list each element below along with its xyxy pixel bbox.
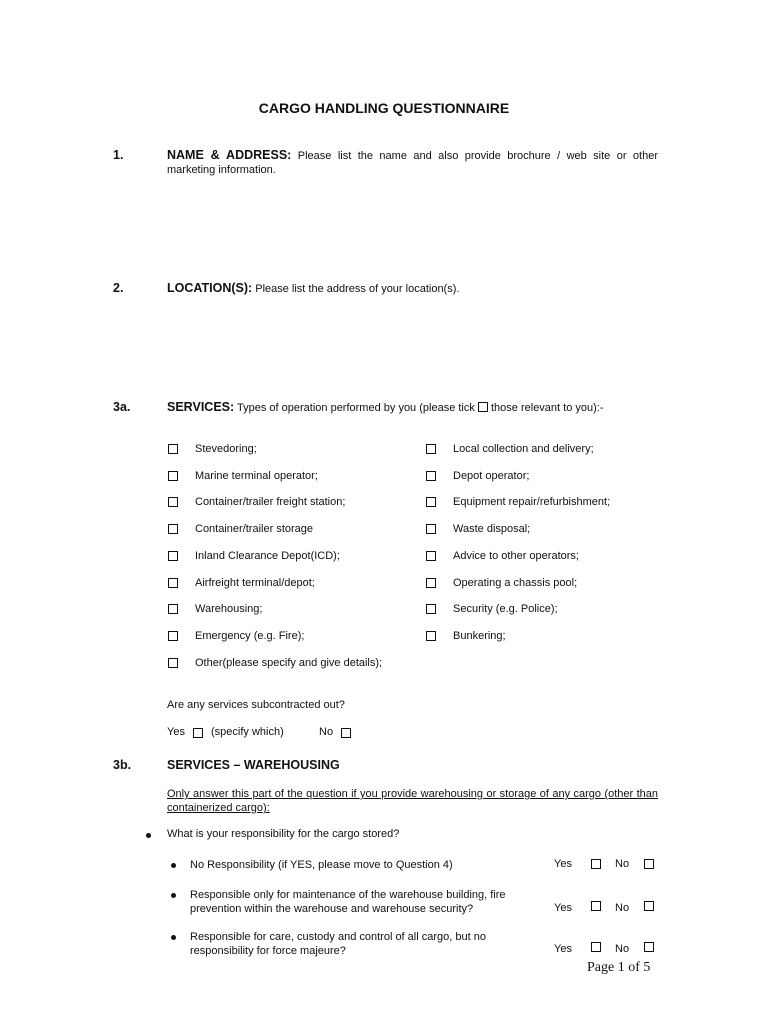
service-option-checkbox[interactable] [168,444,178,454]
service-option-label: Equipment repair/refurbishment; [453,496,611,508]
q3b-item-3-text: Responsible for care, custody and control of all cargo, but no responsibility for force majeure? [190,931,486,957]
q3b-item-2-no-checkbox[interactable] [644,901,654,911]
subcontract-yes-checkbox[interactable] [193,728,203,738]
q3b-number: 3b. [113,758,132,772]
q2-block [167,281,658,295]
q3a-block [167,400,658,414]
q3a-number: 3a. [113,400,131,414]
service-option-label: Container/trailer freight station; [195,496,346,508]
service-option-checkbox[interactable] [426,471,436,481]
service-option-label: Airfreight terminal/depot; [195,577,315,589]
q3b-item-2-no-label: No [615,902,630,914]
subcontract-yes-label: Yes [167,726,185,738]
tick-box-icon [478,402,488,412]
service-option-label: Stevedoring; [195,443,257,455]
document-title: CARGO HANDLING QUESTIONNAIRE [258,100,510,116]
service-option-label: Marine terminal operator; [195,470,318,482]
service-option-checkbox[interactable] [426,631,436,641]
q1-text: Please list the name and also provide brochure / web site or other marketing information. [167,150,658,176]
q3b-item-1-no-label: No [615,858,630,870]
service-option-label: Security (e.g. Police); [453,603,558,615]
q3b-intro: Only answer this part of the question if you provide warehousing or storage of any cargo (other than containerized cargo): [167,788,658,814]
q3a-text-before: Types of operation performed by you (please tick [237,402,475,414]
q3b-item-2-yes-label: Yes [554,902,572,914]
service-option-label: Bunkering; [453,630,506,642]
service-option-label: Emergency (e.g. Fire); [195,630,305,642]
sub-bullet-icon [171,935,176,940]
service-option-label: Waste disposal; [453,523,531,535]
service-option-checkbox[interactable] [426,551,436,561]
q3b-heading: SERVICES – WAREHOUSING [167,758,340,772]
service-option-checkbox[interactable] [168,658,178,668]
q1-number: 1. [113,148,124,162]
service-option-label: Operating a chassis pool; [453,577,578,589]
subcontract-no-checkbox[interactable] [341,728,351,738]
service-option-label: Depot operator; [453,470,530,482]
q3a-text-after: those relevant to you):- [491,402,604,414]
q3b-item-1-yes-label: Yes [554,858,572,870]
q2-heading: LOCATION(S): [167,281,253,295]
service-option-checkbox[interactable] [426,497,436,507]
service-option-checkbox[interactable] [426,444,436,454]
q3b-item-1-no-checkbox[interactable] [644,859,654,869]
service-option-label: Container/trailer storage [195,523,314,535]
q2-number: 2. [113,281,124,295]
q3b-item-3-no-label: No [615,943,630,955]
page-number: Page 1 of 5 [587,960,651,975]
service-option-checkbox[interactable] [168,471,178,481]
service-option-checkbox[interactable] [426,578,436,588]
q3b-item-1-text: No Responsibility (if YES, please move to Question 4) [190,859,453,871]
service-option-checkbox[interactable] [426,524,436,534]
q3b-item-2-yes-checkbox[interactable] [591,901,601,911]
sub-bullet-icon [171,863,176,868]
service-option-label: Inland Clearance Depot(ICD); [195,550,340,562]
subcontract-specify-label: (specify which) [211,726,284,738]
q3b-item-3-yes-label: Yes [554,943,572,955]
q3a-heading: SERVICES: [167,400,235,414]
q3b-bullet-question: What is your responsibility for the cargo stored? [167,828,400,840]
q3b-item-2-text: Responsible only for maintenance of the warehouse building, fire prevention within the warehouse and warehouse security? [190,889,506,915]
bullet-icon [146,833,151,838]
subcontract-no-label: No [319,726,334,738]
sub-bullet-icon [171,893,176,898]
service-option-checkbox[interactable] [168,497,178,507]
q2-text: Please list the address of your location(s). [255,283,460,295]
service-option-label: Local collection and delivery; [453,443,594,455]
q1-block [167,148,658,177]
q3b-item-3-no-checkbox[interactable] [644,942,654,952]
service-option-checkbox[interactable] [168,551,178,561]
q3b-item-3-yes-checkbox[interactable] [591,942,601,952]
service-option-checkbox[interactable] [168,631,178,641]
q1-heading: NAME & ADDRESS: [167,148,292,162]
service-option-label: Advice to other operators; [453,550,579,562]
service-option-checkbox[interactable] [168,604,178,614]
subcontract-question: Are any services subcontracted out? [167,699,345,711]
service-option-label: Other(please specify and give details); [195,657,383,669]
service-option-checkbox[interactable] [426,604,436,614]
service-option-checkbox[interactable] [168,524,178,534]
q3b-item-1-yes-checkbox[interactable] [591,859,601,869]
service-option-label: Warehousing; [195,603,263,615]
service-option-checkbox[interactable] [168,578,178,588]
